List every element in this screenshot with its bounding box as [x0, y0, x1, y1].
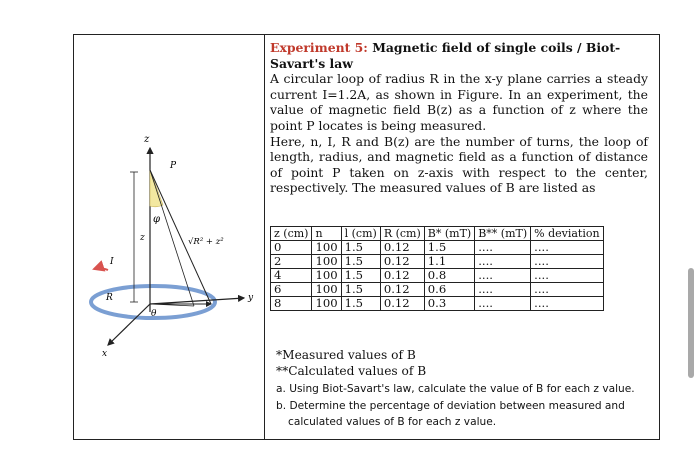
cell: ....: [475, 283, 531, 297]
question-b: b. Determine the percentage of deviation between measured and calculated values of B for each z value.: [276, 399, 625, 428]
cell: 0.8: [424, 269, 474, 283]
cell: 0: [271, 241, 312, 255]
experiment-number: Experiment 5:: [270, 40, 368, 55]
label-point-p: P: [170, 161, 177, 171]
cell: ....: [475, 269, 531, 283]
experiment-title-text: Magnetic field of single coils / Biot-Savart's law: [270, 40, 621, 71]
table-row: [271, 283, 604, 297]
table-row: [271, 269, 604, 283]
label-current: I: [110, 257, 114, 267]
label-y-axis: y: [248, 293, 254, 303]
label-x-axis: x: [102, 349, 108, 359]
label-radius: R: [106, 293, 113, 303]
cell: 0.12: [380, 241, 424, 255]
header-l: l (cm): [341, 227, 380, 241]
current-arrow: [94, 268, 108, 270]
table-header-row: [271, 227, 604, 241]
footnotes: [276, 347, 426, 379]
cell: ....: [475, 297, 531, 311]
cell: ....: [531, 255, 603, 269]
table-row: [271, 255, 604, 269]
cell: 1.5: [341, 269, 380, 283]
footnote-calculated: **Calculated values of B: [276, 364, 427, 378]
intro-paragraph: A circular loop of radius R in the x-y plane carries a steady current I=1.2A, as shown in Figure. In an experiment, the value of magnetic field B(z) as a function of z where the point P locates is being measured.: [270, 71, 648, 133]
cell: ....: [531, 297, 603, 311]
cell: 1.1: [424, 255, 474, 269]
label-z-axis: z: [144, 134, 150, 145]
scrollbar-thumb[interactable]: [688, 268, 694, 378]
table-row: [271, 241, 604, 255]
experiment-title: [270, 40, 648, 71]
label-z-dimension: z: [140, 233, 145, 243]
cell: 1.5: [341, 283, 380, 297]
biot-savart-figure: [76, 120, 262, 370]
cell: 1.5: [341, 297, 380, 311]
header-r: R (cm): [380, 227, 424, 241]
cell: ....: [531, 241, 603, 255]
header-b-calculated: B** (mT): [475, 227, 531, 241]
cell: 8: [271, 297, 312, 311]
table-row: [271, 297, 604, 311]
cell: ....: [475, 255, 531, 269]
cell: 0.12: [380, 297, 424, 311]
cell: 0.12: [380, 255, 424, 269]
cell: 0.3: [424, 297, 474, 311]
cell: 0.12: [380, 283, 424, 297]
measurement-table: [270, 226, 604, 311]
header-b-measured: B* (mT): [424, 227, 474, 241]
label-distance: √R² + z²: [188, 237, 224, 247]
column-divider: [264, 34, 265, 440]
problem-text: [270, 40, 648, 196]
header-deviation: % deviation: [531, 227, 603, 241]
cell: ....: [475, 241, 531, 255]
definitions-paragraph: Here, n, I, R and B(z) are the number of turns, the loop of length, radius, and magnetic field as a function of distance of point P taken on z-axis with respect to the center, respectively. The measured values of B are listed as: [270, 133, 648, 196]
cell: 6: [271, 283, 312, 297]
x-axis-line: [108, 304, 150, 345]
header-n: n: [312, 227, 341, 241]
cell: 100: [312, 297, 341, 311]
y-axis-line: [150, 298, 244, 304]
footnote-measured: *Measured values of B: [276, 348, 416, 362]
header-z: z (cm): [271, 227, 312, 241]
label-phi: φ: [153, 214, 161, 225]
cell: ....: [531, 283, 603, 297]
cell: 2: [271, 255, 312, 269]
cell: 1.5: [341, 241, 380, 255]
cell: 0.12: [380, 269, 424, 283]
cell: 1.5: [424, 241, 474, 255]
cell: 1.5: [341, 255, 380, 269]
questions: [276, 381, 654, 431]
cell: 100: [312, 255, 341, 269]
question-a: a. Using Biot-Savart's law, calculate the value of B for each z value.: [276, 383, 635, 395]
cell: 100: [312, 241, 341, 255]
cell: ....: [531, 269, 603, 283]
cell: 0.6: [424, 283, 474, 297]
cell: 100: [312, 269, 341, 283]
cell: 4: [271, 269, 312, 283]
cell: 100: [312, 283, 341, 297]
label-theta: θ: [151, 309, 157, 319]
